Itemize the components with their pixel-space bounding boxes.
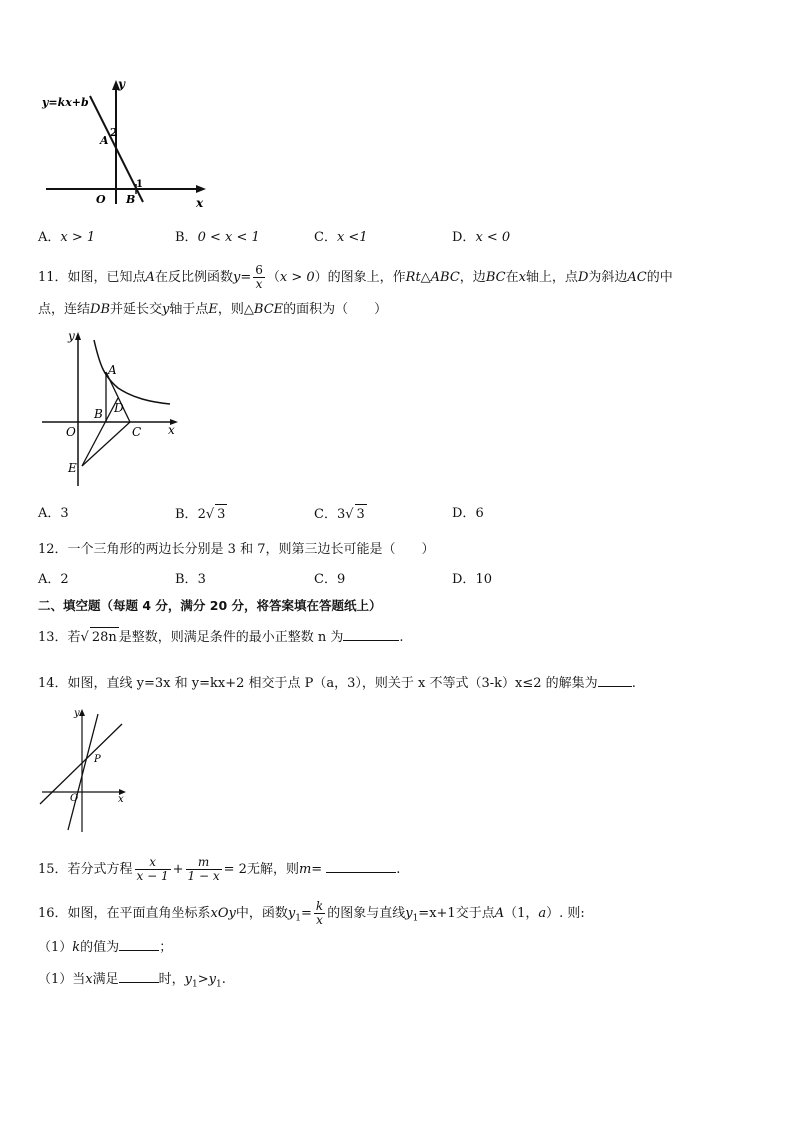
text: 15．若分式方程 xyxy=(38,862,133,877)
answer-blank[interactable] xyxy=(598,672,632,687)
numerator: m xyxy=(186,856,222,870)
var-y: y xyxy=(287,906,296,921)
point-e: E xyxy=(208,302,218,317)
option-text: 2 xyxy=(60,572,69,587)
origin-label: O xyxy=(66,425,76,439)
y-axis-arrow xyxy=(75,332,81,340)
text: 在 xyxy=(505,270,519,285)
option-letter: C． xyxy=(314,507,337,522)
option-letter: D． xyxy=(452,572,476,587)
option-letter: C． xyxy=(314,572,337,587)
subscript: 1 xyxy=(216,979,222,990)
text: 时， xyxy=(158,972,185,987)
subscript: 1 xyxy=(295,913,301,924)
q10-option-d[interactable] xyxy=(452,228,510,248)
x-axis-arrow xyxy=(196,185,206,193)
numerator: x xyxy=(135,856,171,870)
text: 的中 xyxy=(646,270,673,285)
line-label: y=kx+b xyxy=(42,96,89,109)
denominator: x xyxy=(316,913,323,927)
text: （ xyxy=(266,270,280,285)
q11-option-a[interactable] xyxy=(38,504,69,524)
text: 13．若 xyxy=(38,630,81,645)
text: 点，连结 xyxy=(38,302,91,317)
y-axis-arrow xyxy=(79,709,85,716)
var-y: y xyxy=(184,972,193,987)
text: 在反比例函数 xyxy=(154,270,233,285)
point-a-label: A xyxy=(108,363,117,377)
figure-q10-graph xyxy=(38,74,210,214)
var-k: k xyxy=(72,940,81,955)
var-a: a xyxy=(538,906,547,921)
q13-text: 13．若√ 28n 是整数，则满足条件的最小正整数 n 为 . xyxy=(38,626,404,648)
q12-option-a[interactable] xyxy=(38,570,69,590)
line-expr: =x+1 xyxy=(418,906,456,921)
q14-text xyxy=(38,672,636,694)
triangle-bce: △BCE xyxy=(243,302,284,317)
denominator: x − 1 xyxy=(136,869,169,883)
point-c-label: C xyxy=(132,425,142,439)
text: （1， xyxy=(504,906,539,921)
text: 轴于点 xyxy=(169,302,209,317)
text: ，则 xyxy=(217,302,244,317)
answer-blank[interactable] xyxy=(119,936,159,951)
equals-two: = 2 xyxy=(223,862,247,877)
point-a: A xyxy=(494,906,505,921)
greater-than: > xyxy=(197,972,209,987)
option-text: x > 1 xyxy=(60,230,96,245)
option-letter: D． xyxy=(452,506,476,521)
text: ； xyxy=(159,940,173,955)
option-text: 3 xyxy=(60,506,69,521)
var-y: y xyxy=(208,972,217,987)
option-text: x < 0 xyxy=(475,230,511,245)
answer-blank[interactable] xyxy=(326,858,396,873)
text: 的值为 xyxy=(80,940,120,955)
q12-text: 12．一个三角形的两边长分别是 3 和 7，则第三边长可能是（ ） xyxy=(38,542,435,557)
y-axis-label: y xyxy=(68,329,75,343)
figure-q11-graph xyxy=(38,326,188,488)
point-e-label: E xyxy=(68,461,77,475)
intercept-two-label: 2 xyxy=(110,126,118,139)
period: . xyxy=(399,630,404,645)
plus: + xyxy=(172,862,184,877)
condition: x > 0 xyxy=(279,270,315,285)
q15-text xyxy=(38,856,400,883)
numerator: k xyxy=(315,899,324,913)
text: 轴上，点 xyxy=(525,270,578,285)
option-letter: A． xyxy=(38,572,61,587)
var-m: m xyxy=(298,862,312,877)
origin-label: O xyxy=(96,193,106,206)
coord-system: xOy xyxy=(210,906,236,921)
answer-blank[interactable] xyxy=(119,968,159,983)
var-y: y xyxy=(232,270,241,285)
point-p-label: P xyxy=(94,754,101,765)
period: . xyxy=(221,972,226,987)
text: 交于点 xyxy=(455,906,495,921)
rt-triangle: Rt△ABC xyxy=(405,270,460,285)
q12-option-d[interactable] xyxy=(452,570,492,590)
y-axis-label: y xyxy=(74,708,80,719)
q12-options xyxy=(38,570,758,590)
var-y: y xyxy=(162,302,170,317)
q11-text-line2 xyxy=(38,300,387,320)
q10-option-a[interactable] xyxy=(38,228,95,248)
option-letter: B． xyxy=(175,230,198,245)
tick-one-label: 1 xyxy=(136,179,143,190)
radicand: 3 xyxy=(215,504,227,525)
point-d: D xyxy=(577,270,589,285)
x-axis-label: x xyxy=(196,196,204,210)
option-text: 3 xyxy=(197,572,206,587)
text: 无解，则 xyxy=(246,862,299,877)
text: ）. 则: xyxy=(546,906,585,921)
q10-option-b[interactable] xyxy=(175,228,260,248)
option-letter: B． xyxy=(175,572,198,587)
fraction-6-over-x xyxy=(253,264,265,291)
period: . xyxy=(396,862,401,877)
option-text: 9 xyxy=(336,572,346,587)
option-text: x <1 xyxy=(336,230,368,245)
answer-blank[interactable] xyxy=(343,626,399,641)
text: 满足 xyxy=(92,972,119,987)
point-d-label: D xyxy=(114,401,124,415)
point-b-label: B xyxy=(94,407,103,421)
text: ）的图象上，作 xyxy=(314,270,406,285)
option-letter: D． xyxy=(452,230,476,245)
radicand: 28n xyxy=(90,627,119,648)
text: （1） xyxy=(38,940,73,955)
equals: = xyxy=(240,270,252,285)
q11-option-d[interactable] xyxy=(452,504,484,524)
subscript: 1 xyxy=(412,913,419,924)
x-axis-label: x xyxy=(118,794,124,805)
text: 的面积为（ ） xyxy=(283,302,388,317)
var-x: x xyxy=(85,972,93,987)
q16-part-2 xyxy=(38,968,226,995)
point-a-label: A xyxy=(100,134,109,147)
text: 中，函数 xyxy=(235,906,288,921)
option-text: 0 < x < 1 xyxy=(197,230,260,245)
option-letter: C． xyxy=(314,230,337,245)
option-text: 6 xyxy=(475,506,484,521)
q16-part-1 xyxy=(38,936,172,958)
text: 为斜边 xyxy=(588,270,628,285)
radicand: 3 xyxy=(355,504,367,525)
text: 14．如图，直线 y=3x 和 y=kx+2 相交于点 P（a，3），则关于 x 不等式（3-k）x≤2 的解集为 xyxy=(38,676,598,691)
q12-option-c[interactable] xyxy=(314,570,345,590)
denominator: x xyxy=(255,277,263,291)
q10-options xyxy=(38,228,758,248)
point-a: A xyxy=(145,270,155,285)
q16-text xyxy=(38,900,585,929)
figure-q14-graph xyxy=(38,704,130,834)
section-heading-fill-blank: 二、填空题（每题 4 分，满分 20 分，将答案填在答题纸上） xyxy=(38,598,382,613)
segment-db: DB xyxy=(90,302,110,317)
q11-text-line1 xyxy=(38,264,673,291)
option-text: 10 xyxy=(475,572,492,587)
numerator: 6 xyxy=(255,263,263,277)
y-axis-label: y xyxy=(118,77,125,91)
point-b-label: B xyxy=(126,193,136,206)
equals: = xyxy=(311,862,323,877)
text: （1）当 xyxy=(38,972,86,987)
equals: = xyxy=(301,906,312,921)
text: 的图象与直线 xyxy=(327,906,406,921)
var-x: x xyxy=(518,270,526,285)
option-letter: B． xyxy=(175,507,198,522)
origin-label: O xyxy=(70,793,79,804)
option-letter: A． xyxy=(38,506,61,521)
q11-option-b[interactable]: B．2√ 3 xyxy=(175,504,227,525)
coefficient: 3 xyxy=(336,507,346,522)
q11-options xyxy=(38,504,758,524)
option-letter: A． xyxy=(38,230,61,245)
var-y: y xyxy=(405,906,413,921)
q12-option-b[interactable] xyxy=(175,570,206,590)
text: 是整数，则满足条件的最小正整数 n 为 xyxy=(118,630,344,645)
period: . xyxy=(631,676,636,691)
denominator: 1 − x xyxy=(187,869,220,883)
text: 并延长交 xyxy=(110,302,163,317)
coefficient: 2 xyxy=(197,507,206,522)
segment-ec xyxy=(82,422,130,466)
segment-ac: AC xyxy=(627,270,647,285)
text: ，边 xyxy=(459,270,486,285)
text: 11．如图，已知点 xyxy=(38,270,146,285)
fraction-m-over-1-minus-x xyxy=(186,856,222,883)
fraction-k-over-x xyxy=(314,900,325,927)
subscript: 1 xyxy=(192,979,198,990)
q10-option-c[interactable] xyxy=(314,228,368,248)
fraction-x-over-x-minus-1 xyxy=(135,856,171,883)
x-axis-label: x xyxy=(168,423,175,437)
segment-bc: BC xyxy=(485,270,506,285)
text: 16．如图，在平面直角坐标系 xyxy=(38,906,211,921)
q11-option-c[interactable]: C．3√ 3 xyxy=(314,504,367,525)
